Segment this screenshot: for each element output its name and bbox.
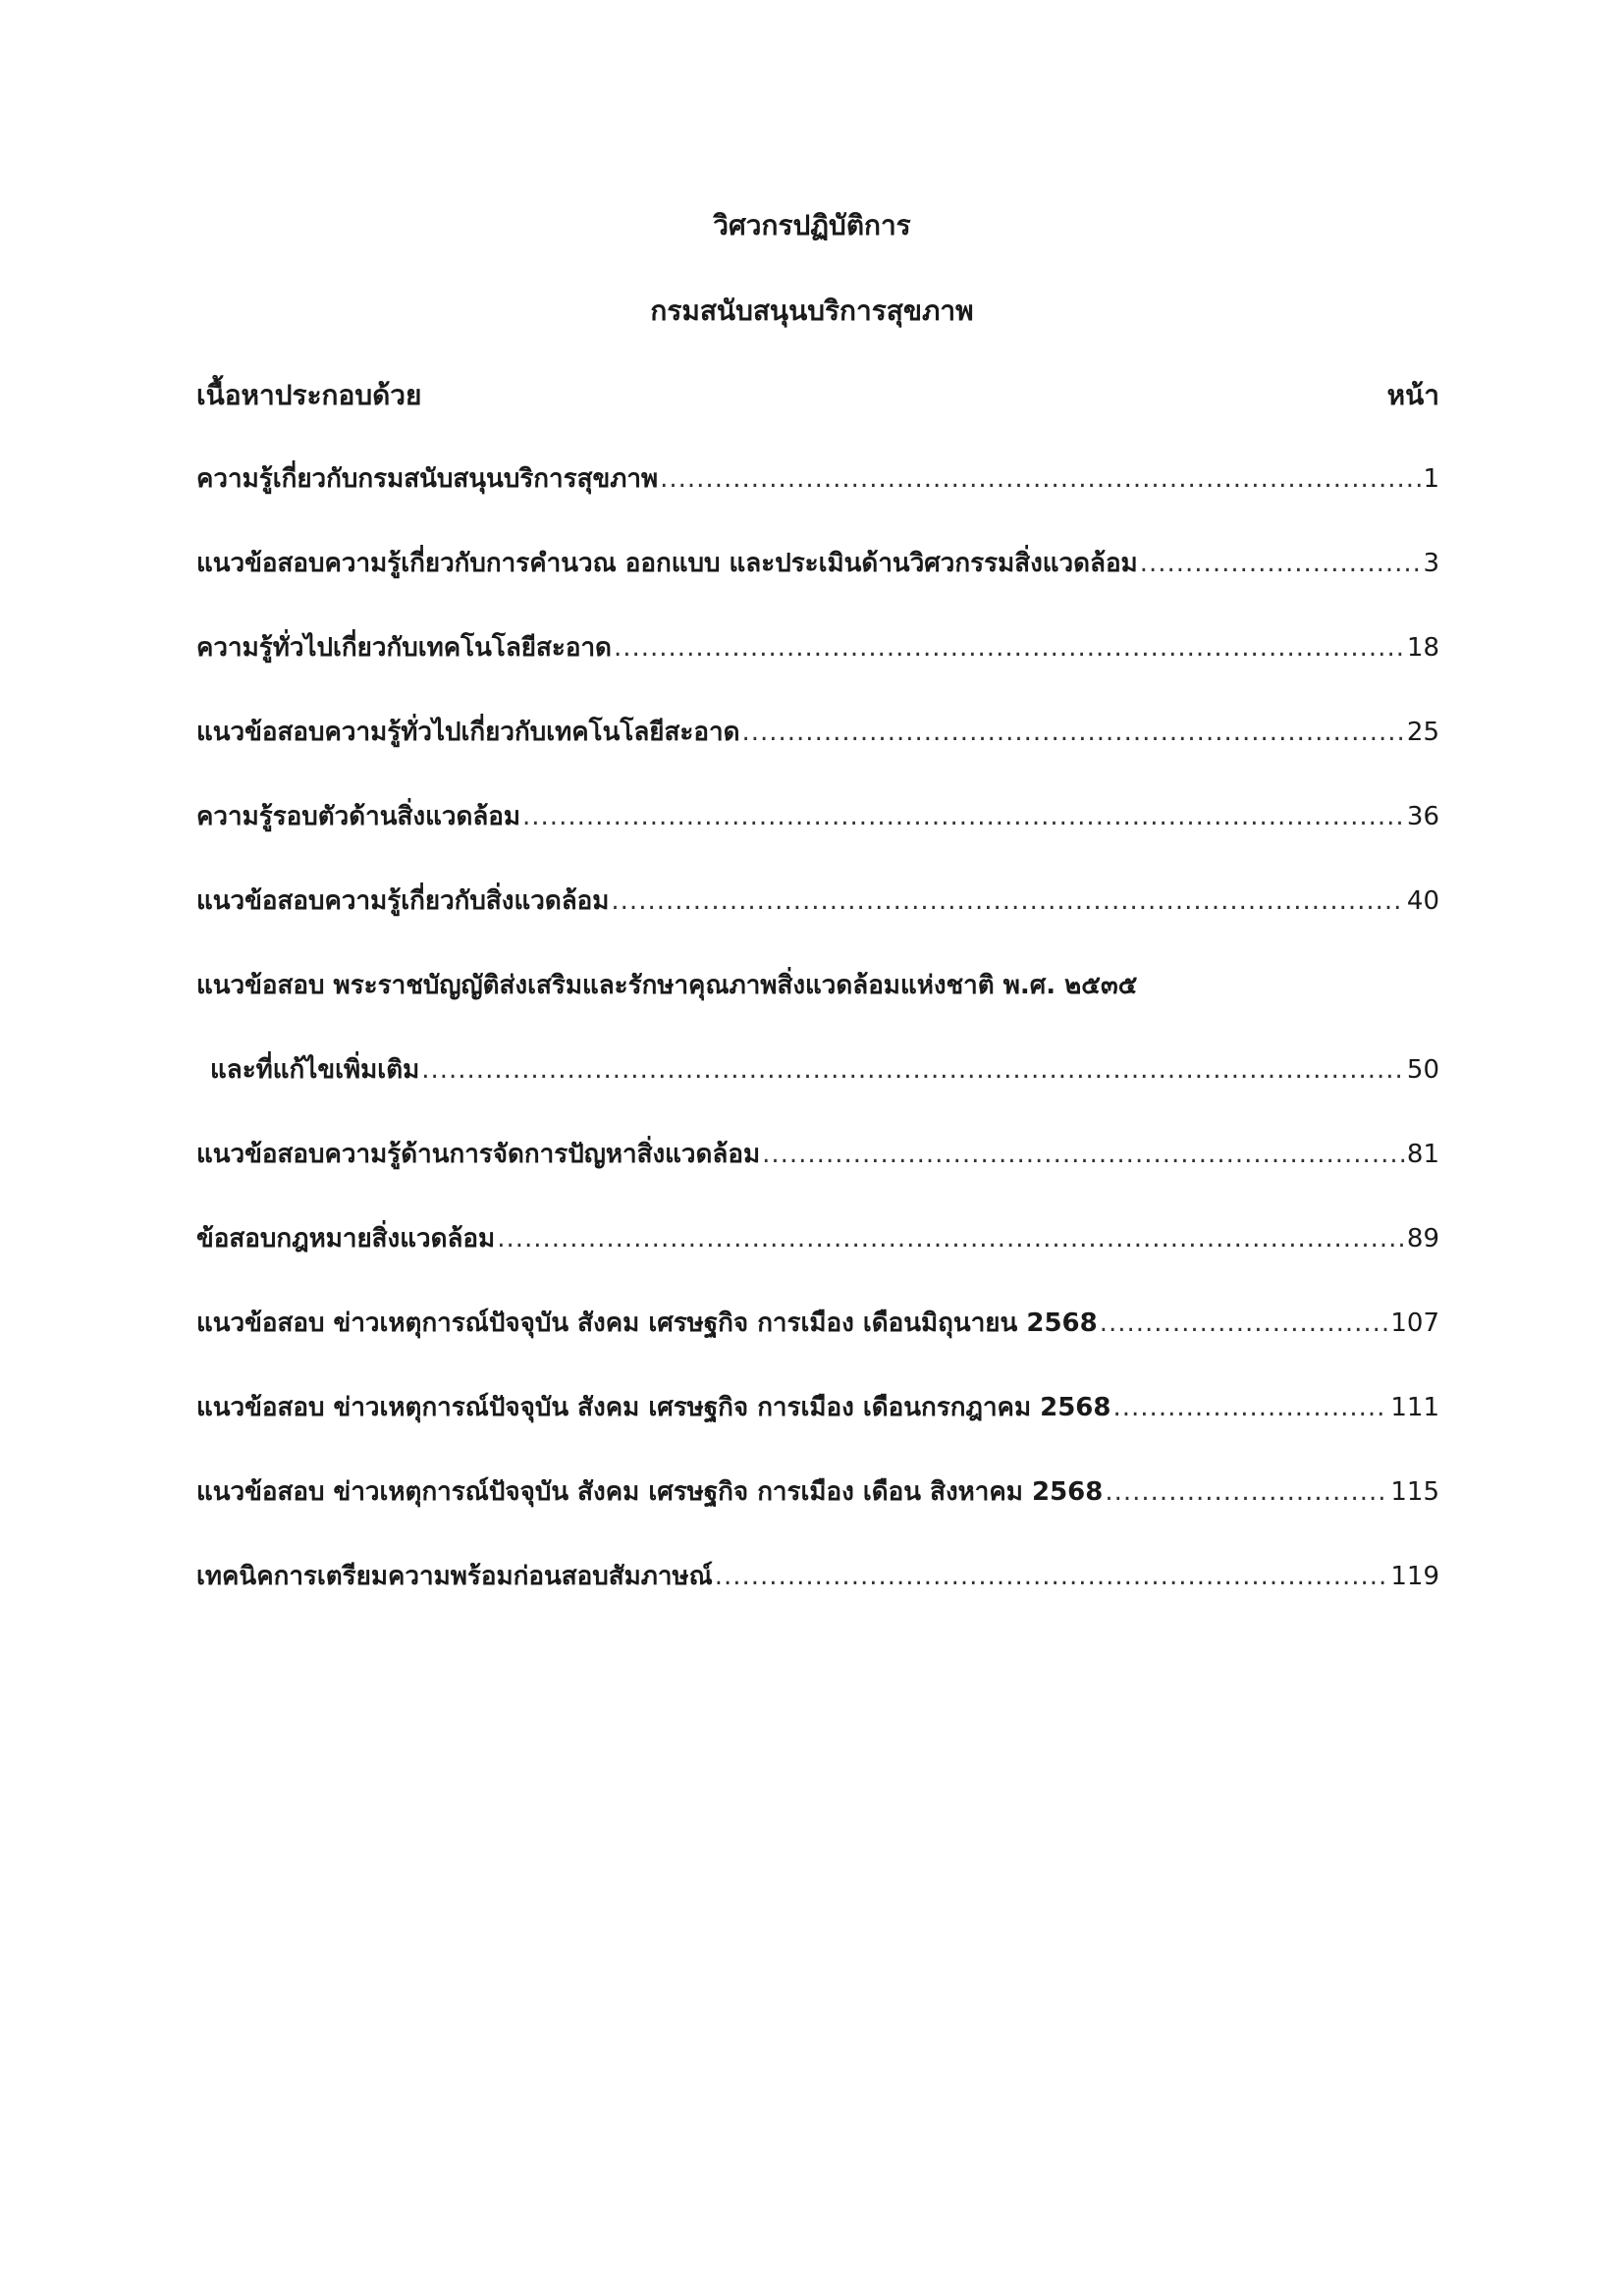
toc-entry-title: แนวข้อสอบ ข่าวเหตุการณ์ปัจจุบัน สังคม เศรษฐกิจ การเมือง เดือน สิงหาคม 2568 [196, 1477, 1104, 1507]
toc-entry [196, 628, 1439, 713]
toc-entry-page: 89 [1406, 1224, 1439, 1254]
toc-entry-title: แนวข้อสอบความรู้เกี่ยวกับสิ่งแวดล้อม [196, 886, 610, 916]
dot-leader [421, 1050, 1405, 1090]
toc-entry [196, 1388, 1439, 1472]
toc-entry-title: เทคนิคการเตรียมความพร้อมก่อนสอบสัมภาษณ์ [196, 1562, 713, 1591]
toc-entry-page: 111 [1390, 1393, 1439, 1422]
document-subtitle: กรมสนับสนุนบริการสุขภาพ [650, 294, 974, 327]
toc-entry-page: 119 [1390, 1562, 1439, 1591]
toc-entry [196, 1472, 1439, 1557]
dot-leader [1140, 544, 1422, 583]
toc-entry-page: 50 [1406, 1055, 1439, 1085]
toc-entry [196, 881, 1439, 966]
toc-entry [196, 1219, 1439, 1304]
toc-entry [196, 1557, 1439, 1641]
toc-entry-title: แนวข้อสอบความรู้ด้านการจัดการปัญหาสิ่งแวดล้อม [196, 1140, 761, 1169]
toc-entry [196, 1135, 1439, 1219]
toc-entry-title: แนวข้อสอบความรู้เกี่ยวกับการคำนวณ ออกแบบ และประเมินด้านวิศวกรรมสิ่งแวดล้อม [196, 549, 1138, 578]
dot-leader [1105, 1472, 1388, 1512]
toc-header [196, 375, 1439, 416]
toc-entry [196, 1050, 1439, 1135]
toc-entry-page: 40 [1406, 886, 1439, 916]
dot-leader [1113, 1388, 1389, 1427]
toc-entry-page: 115 [1390, 1477, 1439, 1507]
toc-entry [196, 966, 1439, 1050]
toc-entry-page: 25 [1406, 718, 1439, 747]
dot-leader [762, 1135, 1405, 1174]
toc-entry-page: 18 [1406, 633, 1439, 663]
toc-entry-title: แนวข้อสอบความรู้ทั่วไปเกี่ยวกับเทคโนโลยีสะอาด [196, 718, 740, 747]
toc-entry-title: และที่แก้ไขเพิ่มเติม [210, 1055, 420, 1085]
dot-leader [611, 881, 1405, 921]
dot-leader [522, 797, 1405, 836]
toc-entry-page: 81 [1406, 1140, 1439, 1169]
toc-entry [196, 713, 1439, 797]
toc-header-contents: เนื้อหาประกอบด้วย [196, 379, 422, 411]
toc-entry-page: 36 [1406, 802, 1439, 831]
dot-leader [660, 459, 1421, 499]
table-of-contents [196, 459, 1439, 1641]
toc-entry-title: แนวข้อสอบ พระราชบัญญัติส่งเสริมและรักษาคุณภาพสิ่งแวดล้อมแห่งชาติ พ.ศ. ๒๕๓๕ [196, 971, 1138, 1000]
toc-entry-page: 1 [1423, 464, 1439, 494]
toc-entry-title: แนวข้อสอบ ข่าวเหตุการณ์ปัจจุบัน สังคม เศรษฐกิจ การเมือง เดือนมิถุนายน 2568 [196, 1308, 1098, 1338]
dot-leader [1100, 1304, 1389, 1343]
toc-header-page: หน้า [1386, 379, 1439, 411]
toc-entry-page: 107 [1390, 1308, 1439, 1338]
toc-entry-title: ความรู้เกี่ยวกับกรมสนับสนุนบริการสุขภาพ [196, 464, 659, 494]
toc-entry-title: ความรู้ทั่วไปเกี่ยวกับเทคโนโลยีสะอาด [196, 633, 612, 663]
toc-entry-title: แนวข้อสอบ ข่าวเหตุการณ์ปัจจุบัน สังคม เศรษฐกิจ การเมือง เดือนกรกฎาคม 2568 [196, 1393, 1111, 1422]
toc-entry-page: 3 [1423, 549, 1439, 578]
dot-leader [497, 1219, 1405, 1258]
dot-leader [614, 628, 1405, 667]
dot-leader [741, 713, 1404, 752]
toc-entry [196, 544, 1439, 628]
toc-entry-title: ความรู้รอบตัวด้านสิ่งแวดล้อม [196, 802, 521, 831]
toc-entry-title: ข้อสอบกฎหมายสิ่งแวดล้อม [196, 1224, 496, 1254]
toc-entry [196, 797, 1439, 881]
toc-entry [196, 459, 1439, 544]
document-title: วิศวกรปฏิบัติการ [713, 209, 911, 241]
toc-entry [196, 1304, 1439, 1388]
dot-leader [715, 1557, 1389, 1596]
